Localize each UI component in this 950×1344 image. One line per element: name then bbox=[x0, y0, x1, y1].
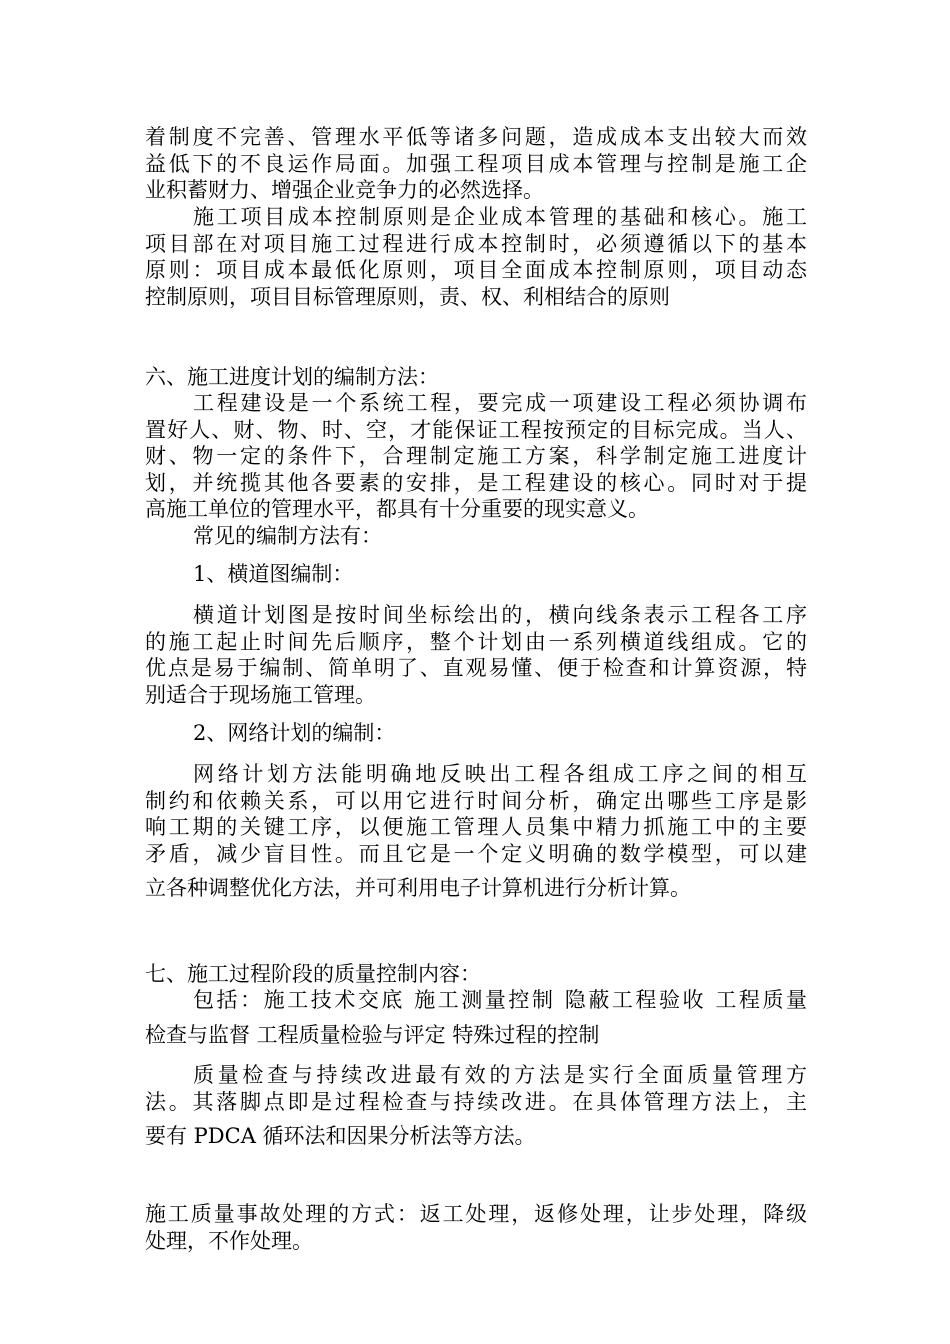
text-line: 施工质量事故处理的方式：返工处理，返修处理，让步处理，降级 bbox=[145, 1202, 807, 1226]
text-line: 财、物一定的条件下，合理制定施工方案，科学制定施工进度计 bbox=[145, 444, 807, 468]
text-line: 施工项目成本控制原则是企业成本管理的基础和核心。施工 bbox=[193, 205, 807, 229]
subheading: 1、横道图编制： bbox=[193, 562, 354, 586]
text-line: 项目部在对项目施工过程进行成本控制时，必须遵循以下的基本 bbox=[145, 232, 807, 256]
text-line: 常见的编制方法有： bbox=[193, 524, 382, 548]
text-line: 立各种调整优化方法，并可利用电子计算机进行分析计算。 bbox=[145, 876, 691, 900]
text-line: 要有 PDCA 循环法和因果分析法等方法。 bbox=[145, 1124, 536, 1148]
text-line: 网络计划方法能明确地反映出工程各组成工序之间的相互 bbox=[193, 762, 807, 786]
text-line: 益低下的不良运作局面。加强工程项目成本管理与控制是施工企 bbox=[145, 152, 807, 176]
text-line: 制约和依赖关系，可以用它进行时间分析，确定出哪些工序是影 bbox=[145, 789, 807, 813]
text-line: 置好人、财、物、时、空，才能保证工程按预定的目标完成。当人、 bbox=[145, 418, 807, 442]
text-line: 控制原则，项目目标管理原则，责、权、利相结合的原则 bbox=[145, 285, 670, 309]
text-line: 高施工单位的管理水平，都具有十分重要的现实意义。 bbox=[145, 497, 649, 521]
text-line: 别适合于现场施工管理。 bbox=[145, 683, 376, 707]
text-line: 包括：施工技术交底 施工测量控制 隐蔽工程验收 工程质量 bbox=[193, 988, 807, 1012]
text-line: 矛盾，减少盲目性。而且它是一个定义明确的数学模型，可以建 bbox=[145, 842, 807, 866]
text-line: 工程建设是一个系统工程，要完成一项建设工程必须协调布 bbox=[193, 391, 807, 415]
subheading: 2、网络计划的编制： bbox=[193, 721, 396, 745]
text-line: 质量检查与持续改进最有效的方法是实行全面质量管理方 bbox=[193, 1063, 807, 1087]
text-line: 着制度不完善、管理水平低等诸多问题，造成成本支出较大而效 bbox=[145, 125, 807, 149]
text-line: 划，并统揽其他各要素的安排，是工程建设的核心。同时对于提 bbox=[145, 471, 807, 495]
text-line: 业积蓄财力、增强企业竞争力的必然选择。 bbox=[145, 178, 544, 202]
text-line: 的施工起止时间先后顺序，整个计划由一系列横道线组成。它的 bbox=[145, 630, 807, 654]
text-line: 法。其落脚点即是过程检查与持续改进。在具体管理方法上，主 bbox=[145, 1090, 807, 1114]
section-heading: 六、施工进度计划的编制方法： bbox=[145, 365, 439, 389]
section-heading: 七、施工过程阶段的质量控制内容： bbox=[145, 962, 481, 986]
text-line: 优点是易于编制、简单明了、直观易懂、便于检查和计算资源，特 bbox=[145, 656, 807, 680]
text-line: 横道计划图是按时间坐标绘出的，横向线条表示工程各工序 bbox=[193, 603, 807, 627]
text-line: 处理，不作处理。 bbox=[145, 1229, 313, 1253]
text-line: 响工期的关键工序，以便施工管理人员集中精力抓施工中的主要 bbox=[145, 815, 807, 839]
text-line: 检查与监督 工程质量检验与评定 特殊过程的控制 bbox=[145, 1023, 600, 1047]
text-line: 原则：项目成本最低化原则，项目全面成本控制原则，项目动态 bbox=[145, 258, 807, 282]
